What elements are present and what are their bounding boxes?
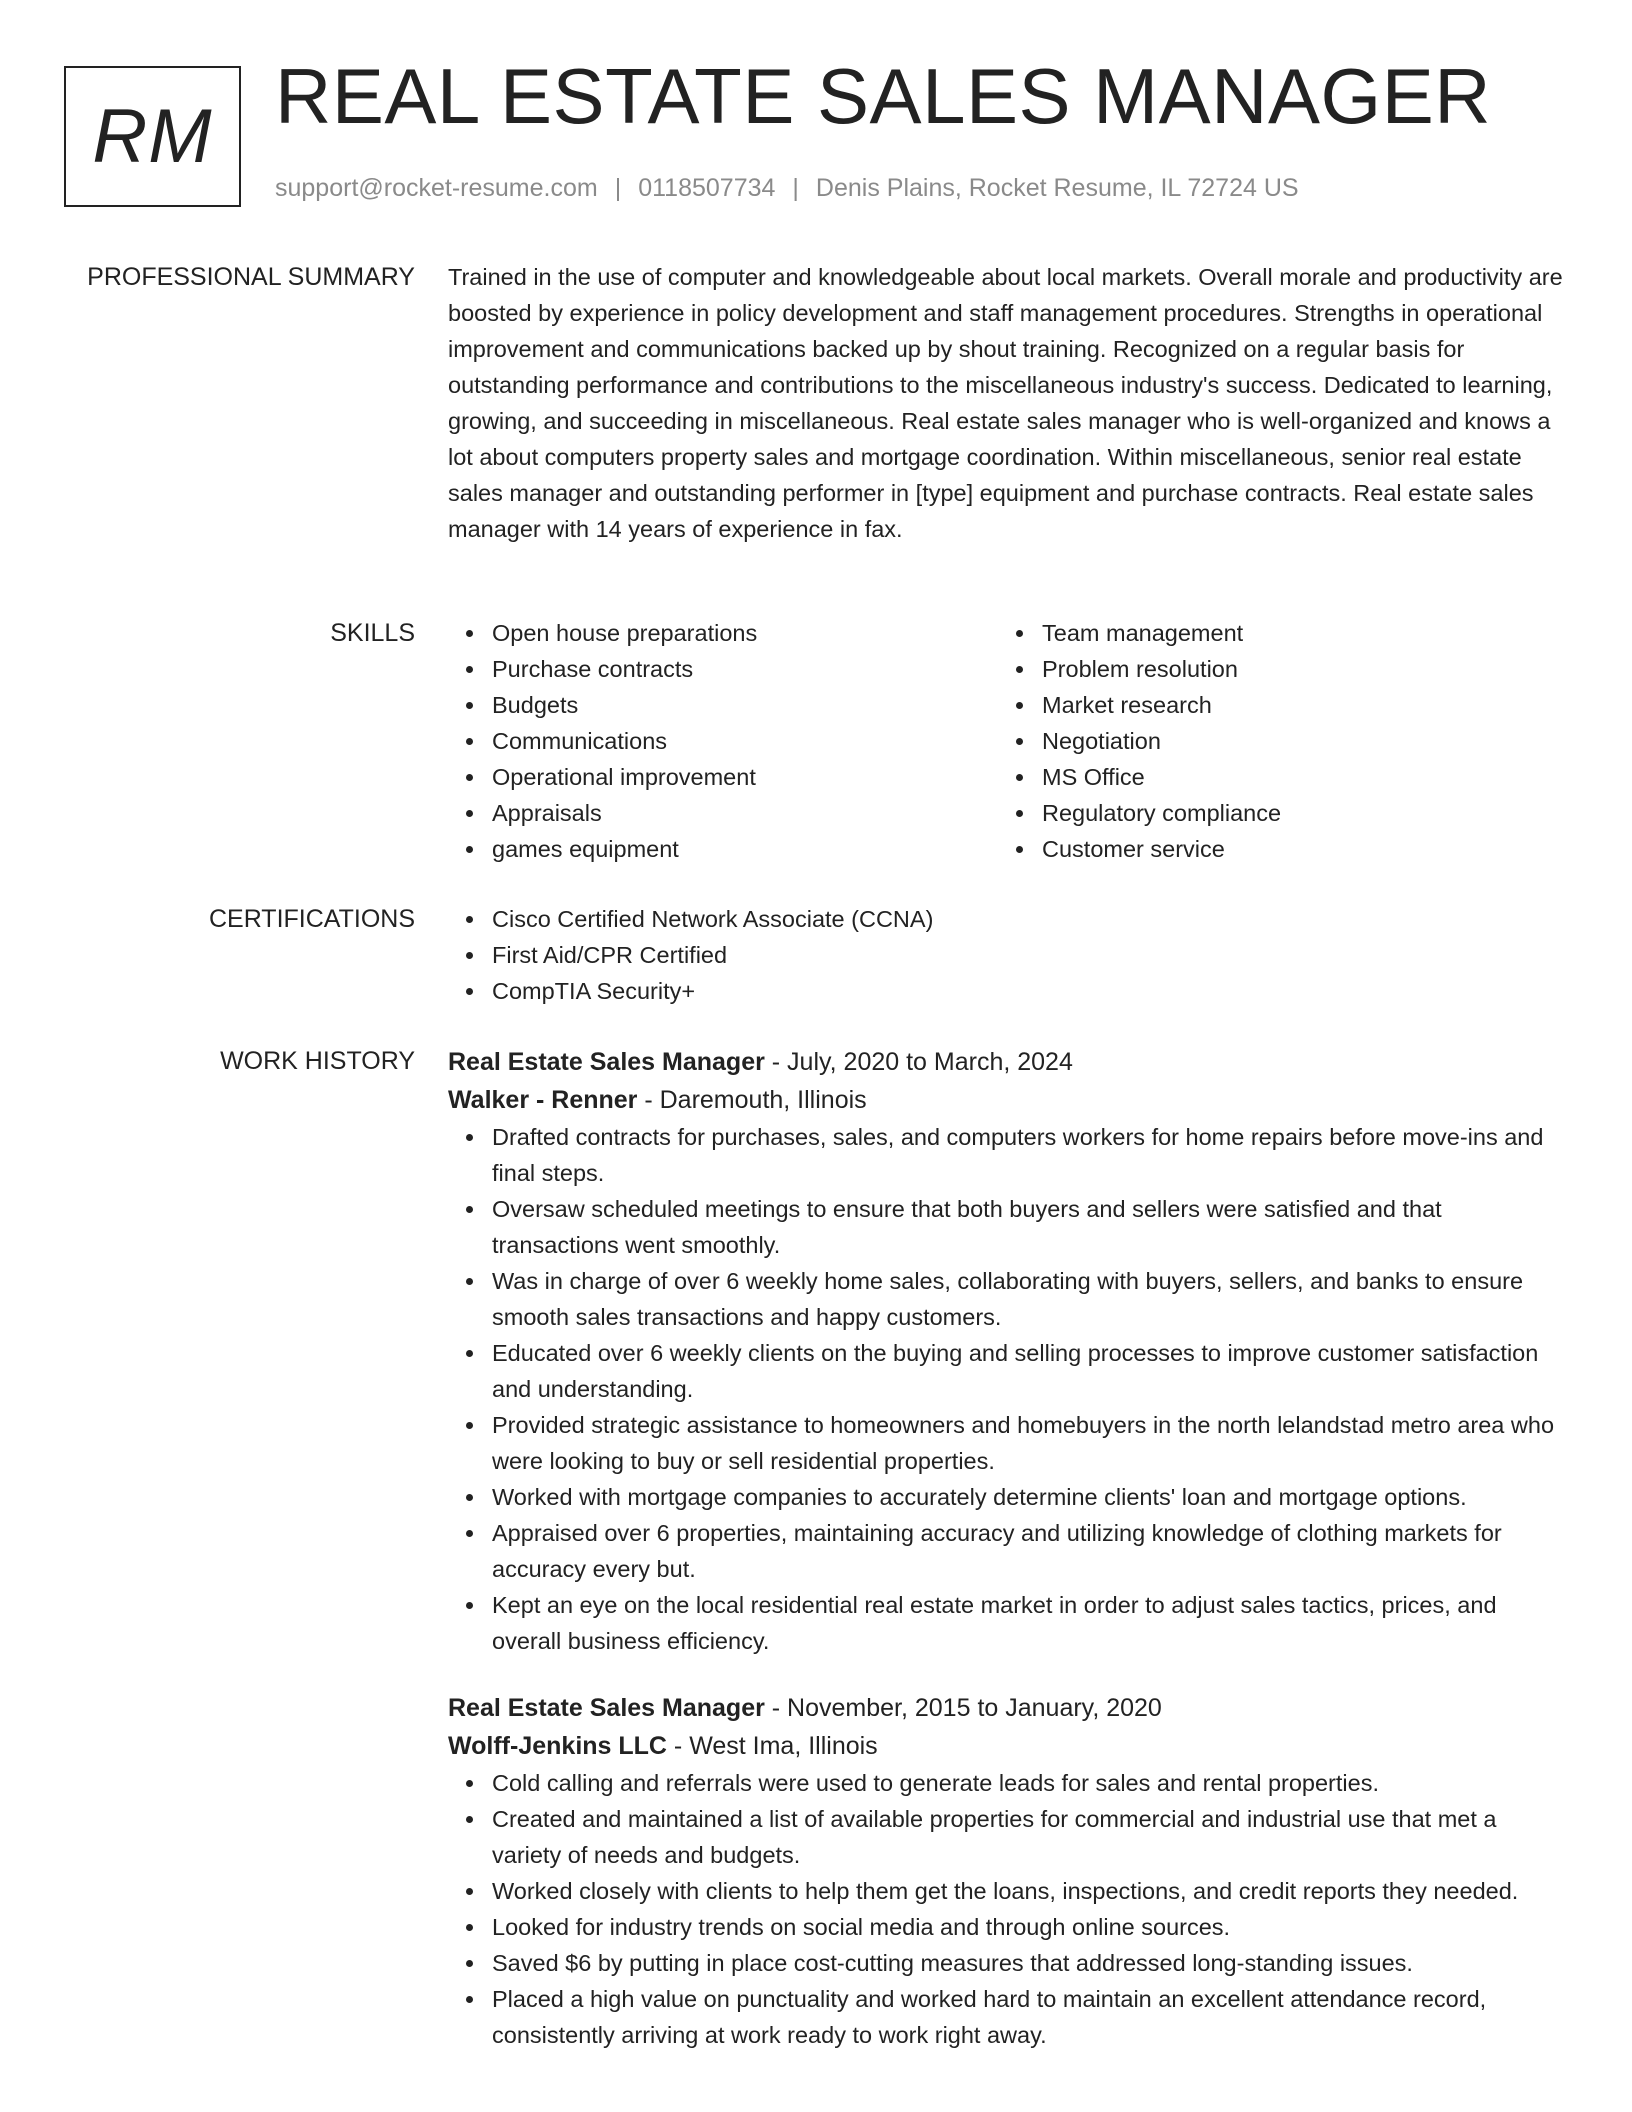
job-dates: - November, 2015 to January, 2020 [764, 1694, 1162, 1722]
job-title-line [448, 1043, 1570, 1081]
skill-item: Negotiation [1042, 723, 1548, 759]
job-bullet: Kept an eye on the local residential real estate market in order to adjust sales tactics, prices, and overall business efficiency. [492, 1587, 1570, 1659]
job-bullet: Looked for industry trends on social media and through online sources. [492, 1909, 1570, 1945]
job-title-line [448, 1689, 1570, 1727]
work-history-heading: WORK HISTORY [220, 1047, 415, 1075]
skill-item: Budgets [492, 687, 998, 723]
skill-item: Communications [492, 723, 998, 759]
job-company: Wolff-Jenkins LLC [448, 1732, 667, 1760]
skill-item: games equipment [492, 831, 998, 867]
work-history-body [448, 1043, 1570, 2083]
job-dates: - July, 2020 to March, 2024 [764, 1048, 1073, 1076]
job-bullets [448, 1765, 1570, 2053]
skill-item: Regulatory compliance [1042, 795, 1548, 831]
contact-email: support@rocket-resume.com [275, 174, 598, 202]
job-bullet: Educated over 6 weekly clients on the buying and selling processes to improve customer satisfaction and understanding. [492, 1335, 1570, 1407]
job-role: Real Estate Sales Manager [448, 1048, 765, 1076]
contact-separator: | [614, 174, 622, 202]
summary-text: Trained in the use of computer and knowledgeable about local markets. Overall morale and productivity are boosted by experience in policy development and staff management procedures. Strengths in operational improvement and communications backed up by shout training. Recognized on a regular basis for outstanding performance and contributions to the miscellaneous industry's success. Dedicated to learning, growing, and succeeding in miscellaneous. Real estate sales manager who is well-organized and knows a lot about computers property sales and mortgage coordination. Within miscellaneous, senior real estate sales manager and outstanding performer in [type] equipment and purchase contracts. Real estate sales manager with 14 years of experience in fax. [448, 264, 1563, 542]
monogram-initials: RM [92, 93, 213, 179]
job-entry [448, 1689, 1570, 2053]
job-bullet: Was in charge of over 6 weekly home sales, collaborating with buyers, sellers, and banks to ensure smooth sales transactions and happy customers. [492, 1263, 1570, 1335]
job-location: - West Ima, Illinois [666, 1732, 878, 1760]
contact-line [275, 174, 1299, 203]
job-bullet: Appraised over 6 properties, maintaining accuracy and utilizing knowledge of clothing markets for accuracy every but. [492, 1515, 1570, 1587]
job-bullet: Created and maintained a list of available properties for commercial and industrial use that met a variety of needs and budgets. [492, 1801, 1570, 1873]
job-bullet: Provided strategic assistance to homeowners and homebuyers in the north lelandstad metro area who were looking to buy or sell residential properties. [492, 1407, 1570, 1479]
skills-heading: SKILLS [330, 619, 415, 647]
job-bullet: Saved $6 by putting in place cost-cutting measures that addressed long-standing issues. [492, 1945, 1570, 1981]
skill-item: Problem resolution [1042, 651, 1548, 687]
summary-heading: PROFESSIONAL SUMMARY [87, 263, 415, 291]
job-company-line [448, 1727, 1570, 1765]
contact-address: Denis Plains, Rocket Resume, IL 72724 US [815, 174, 1299, 202]
job-bullet: Cold calling and referrals were used to generate leads for sales and rental properties. [492, 1765, 1570, 1801]
skills-column-right [998, 615, 1548, 867]
skill-item: Operational improvement [492, 759, 998, 795]
summary-body [448, 259, 1570, 547]
contact-separator: | [792, 174, 799, 202]
skill-item: Market research [1042, 687, 1548, 723]
certification-item: First Aid/CPR Certified [492, 937, 1570, 973]
job-company-line [448, 1081, 1570, 1119]
job-bullet: Drafted contracts for purchases, sales, and computers workers for home repairs before move-ins and final steps. [492, 1119, 1570, 1191]
skill-item: Open house preparations [492, 615, 998, 651]
skill-item: Appraisals [492, 795, 998, 831]
job-role: Real Estate Sales Manager [448, 1694, 765, 1722]
job-location: - Daremouth, Illinois [637, 1086, 867, 1114]
certification-item: Cisco Certified Network Associate (CCNA) [492, 901, 1570, 937]
job-company: Walker - Renner [448, 1086, 638, 1114]
page-title: REAL ESTATE SALES MANAGER [275, 52, 1492, 140]
job-bullet: Placed a high value on punctuality and worked hard to maintain an excellent attendance record, consistently arriving at work ready to work right away. [492, 1981, 1570, 2053]
job-entry [448, 1043, 1570, 1659]
job-bullet: Worked closely with clients to help them get the loans, inspections, and credit reports they needed. [492, 1873, 1570, 1909]
skill-item: Team management [1042, 615, 1548, 651]
certification-item: CompTIA Security+ [492, 973, 1570, 1009]
job-bullets [448, 1119, 1570, 1659]
skill-item: Purchase contracts [492, 651, 998, 687]
monogram-box [64, 66, 241, 207]
job-bullet: Worked with mortgage companies to accurately determine clients' loan and mortgage options. [492, 1479, 1570, 1515]
certifications-heading: CERTIFICATIONS [208, 905, 415, 933]
skills-body [448, 615, 1570, 867]
certifications-body [448, 901, 1570, 1009]
job-bullet: Oversaw scheduled meetings to ensure that both buyers and sellers were satisfied and that transactions went smoothly. [492, 1191, 1570, 1263]
contact-phone: 0118507734 [638, 174, 776, 202]
skills-column-left [448, 615, 998, 867]
skill-item: MS Office [1042, 759, 1548, 795]
skill-item: Customer service [1042, 831, 1548, 867]
